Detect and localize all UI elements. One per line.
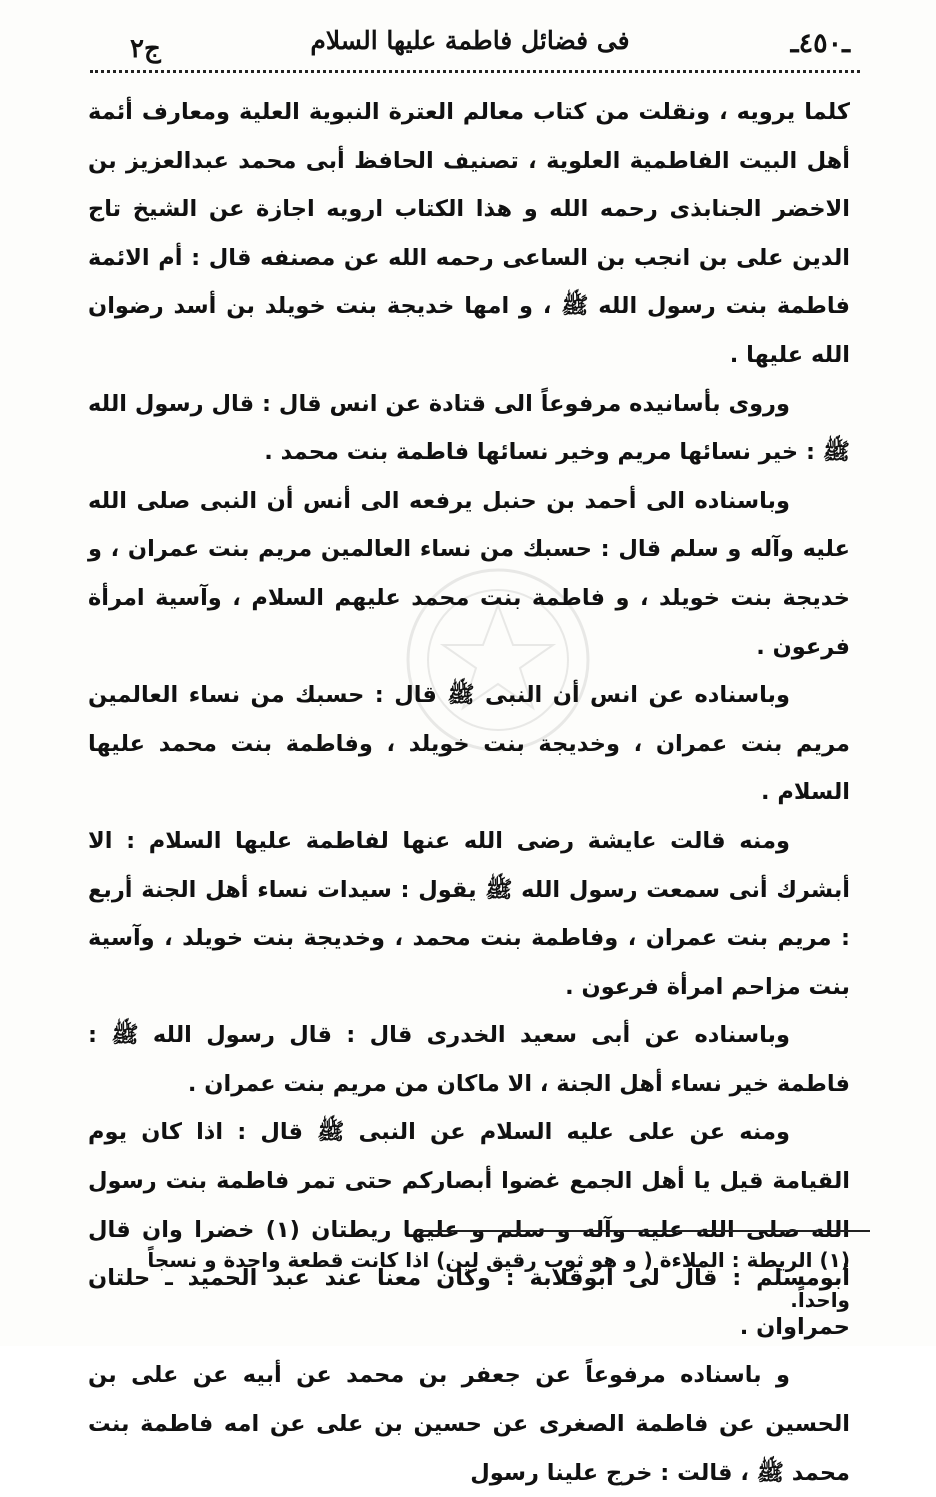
running-title: فى فضائل فاطمة عليها السلام bbox=[310, 26, 630, 55]
paragraph: وباسناده الى أحمد بن حنبل يرفعه الى أنس أن النبى صلى الله عليه وآله و سلم قال : حسبك من نساء العالمين مريم بنت عمران ، و خديجة بنت خويلد ، و فاطمة بنت محمد عليهم السلام ، وآسية امرأة فرعون . bbox=[88, 487, 850, 660]
header-divider bbox=[90, 70, 860, 73]
page-number: ـ٤٥٠ـ bbox=[790, 28, 850, 59]
paragraph: وباسناده عن انس أن النبى ﷺ قال : حسبك من نساء العالمين مريم بنت عمران ، وخديجة بنت خويلد ، وفاطمة بنت محمد عليها السلام . bbox=[88, 682, 850, 806]
volume-number: ج٢ bbox=[130, 34, 161, 64]
paragraph: وباسناده عن أبى سعيد الخدرى قال : قال رسول الله ﷺ : فاطمة خير نساء أهل الجنة ، الا ماكان من مريم بنت عمران . bbox=[88, 1022, 850, 1097]
paragraph: ومنه قالت عايشة رضى الله عنها لفاطمة عليها السلام : الا أبشرك أنى سمعت رسول الله ﷺ يقول : سيدات نساء أهل الجنة أربع : مريم بنت عمران ، وفاطمة بنت محمد ، وخديجة بنت خويلد ، وآسية بنت مزاحم امرأة فرعون . bbox=[88, 827, 850, 1000]
footnote-divider bbox=[418, 1230, 870, 1232]
paragraph: وروى بأسانيده مرفوعاً الى قتادة عن انس قال : قال رسول الله ﷺ : خير نسائها مريم وخير نسائها فاطمة بنت محمد . bbox=[88, 390, 850, 466]
footnote: (١) الريطة : الملاءة ( و هو ثوب رقيق لين) اذا كانت قطعة واحدة و نسجاً واحداً. bbox=[147, 1248, 850, 1312]
paragraph: كلما يرويه ، ونقلت من كتاب معالم العترة النبوية العلية ومعارف أئمة أهل البيت الفاطمية العلوية ، تصنيف الحافظ أبى محمد عبدالعزيز بن الاخضر الجنابذى رحمه الله و هذا الكتاب ارويه اجازة عن الشيخ تاج الدين على بن انجب بن الساعى رحمه الله عن مصنفه قال : أم الائمة فاطمة بنت رسول الله ﷺ ، و امها خديجة بنت خويلد بن أسد رضوان الله عليها . bbox=[88, 99, 850, 368]
paragraph: و باسناده مرفوعاً عن جعفر بن محمد عن أبيه عن على بن الحسين عن فاطمة الصغرى عن حسين بن على عن امه فاطمة بنت محمد ﷺ ، قالت : خرج علينا رسول bbox=[88, 1362, 850, 1486]
paragraph: ومنه عن على عليه السلام عن النبى ﷺ قال : اذا كان يوم القيامة قيل يا أهل الجمع غضوا أبصاركم حتى تمر فاطمة بنت رسول الله صلى الله عليه وآله و سلم و عليها ريطتان (١) خضرا وان قال أبومسلم : قال لى أبوقلابة : وكان معنا عند عبد الحميد ـ حلتان حمراوان . bbox=[88, 1119, 851, 1340]
page-header bbox=[90, 18, 850, 74]
